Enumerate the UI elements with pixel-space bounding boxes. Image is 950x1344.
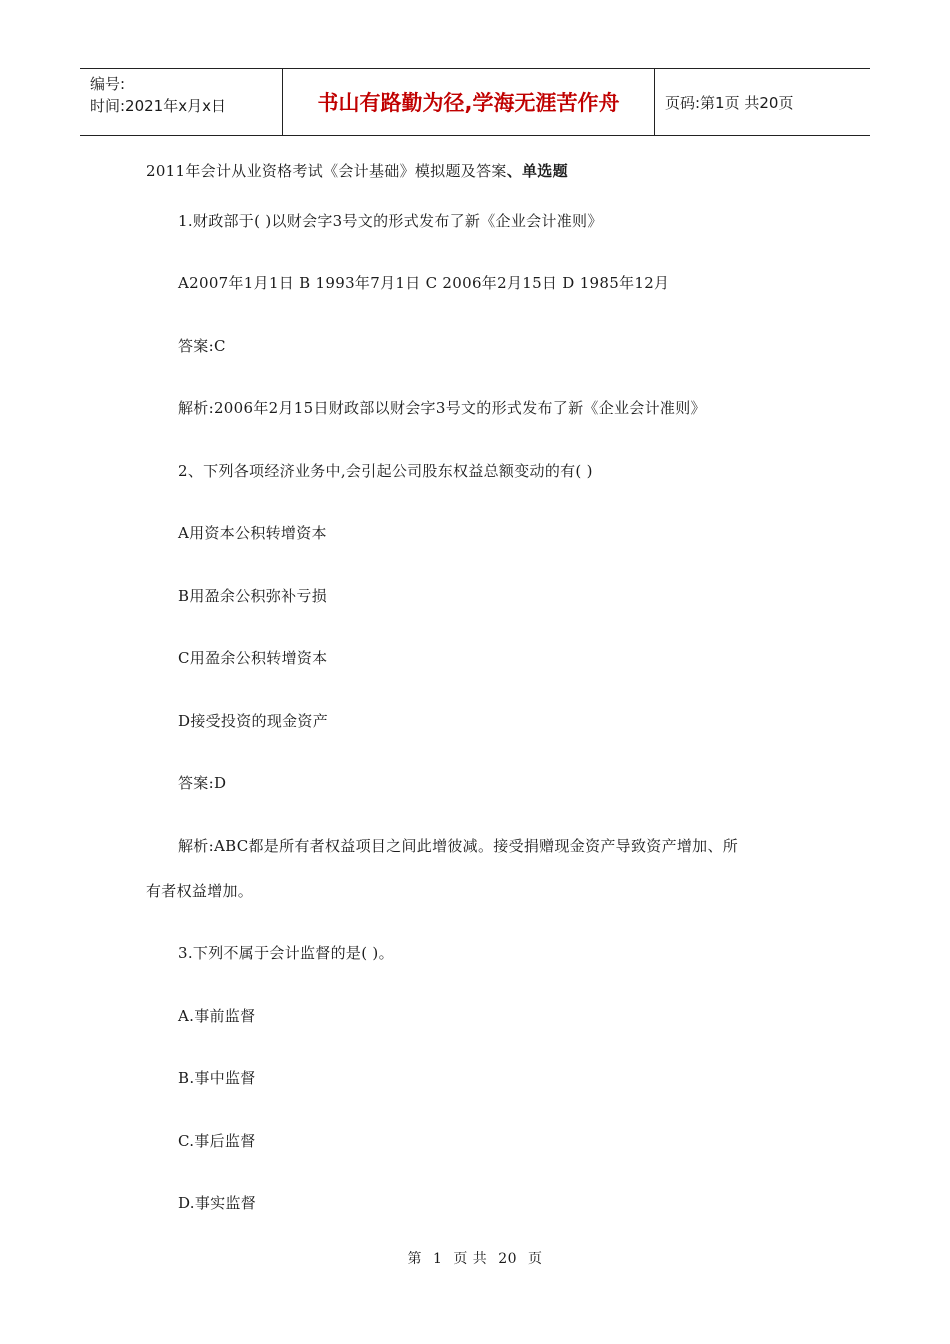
number-label: 编号: — [90, 75, 126, 93]
page-footer — [0, 1248, 950, 1268]
header-meta — [80, 69, 282, 135]
question-3-option-d: D.事实监督 — [178, 1194, 257, 1212]
footer-mid: 页 共 — [453, 1251, 488, 1267]
title-text: 2011年会计从业资格考试《会计基础》模拟题及答案 — [146, 162, 507, 180]
question-1-answer: 答案:C — [178, 337, 226, 355]
question-1-analysis: 解析:2006年2月15日财政部以财会字3号文的形式发布了新《企业会计准则》 — [178, 399, 706, 417]
question-2: 2、下列各项经济业务中,会引起公司股东权益总额变动的有( ) — [178, 462, 593, 480]
question-2-analysis: 解析:ABC都是所有者权益项目之间此增彼减。接受捐赠现金资产导致资产增加、所 — [178, 837, 739, 855]
footer-total: 20 — [498, 1251, 518, 1267]
question-1-options: A2007年1月1日 B 1993年7月1日 C 2006年2月15日 D 1985年12月 — [178, 274, 670, 292]
page-header — [80, 68, 870, 136]
header-page-info: 页码:第1页 共20页 — [665, 93, 794, 112]
footer-page: 1 — [432, 1251, 443, 1267]
question-2-option-a: A用资本公积转增资本 — [178, 524, 327, 542]
question-2-option-b: B用盈余公积弥补亏损 — [178, 587, 328, 605]
document-title — [146, 160, 568, 181]
header-motto: 书山有路勤为径,学海无涯苦作舟 — [282, 69, 655, 135]
footer-suffix: 页 — [528, 1251, 543, 1267]
title-section: 、单选题 — [506, 162, 568, 180]
time-label: 时间:2021年x月x日 — [90, 97, 226, 115]
question-2-option-d: D接受投资的现金资产 — [178, 712, 329, 730]
question-2-option-c: C用盈余公积转增资本 — [178, 649, 328, 667]
question-1: 1.财政部于( )以财会字3号文的形式发布了新《企业会计准则》 — [178, 212, 603, 230]
question-3: 3.下列不属于会计监督的是( )。 — [178, 944, 394, 962]
question-3-option-b: B.事中监督 — [178, 1069, 256, 1087]
question-3-option-a: A.事前监督 — [178, 1007, 256, 1025]
question-2-answer: 答案:D — [178, 774, 227, 792]
question-3-option-c: C.事后监督 — [178, 1132, 256, 1150]
footer-prefix: 第 — [407, 1251, 422, 1267]
question-2-analysis-cont: 有者权益增加。 — [146, 882, 254, 900]
